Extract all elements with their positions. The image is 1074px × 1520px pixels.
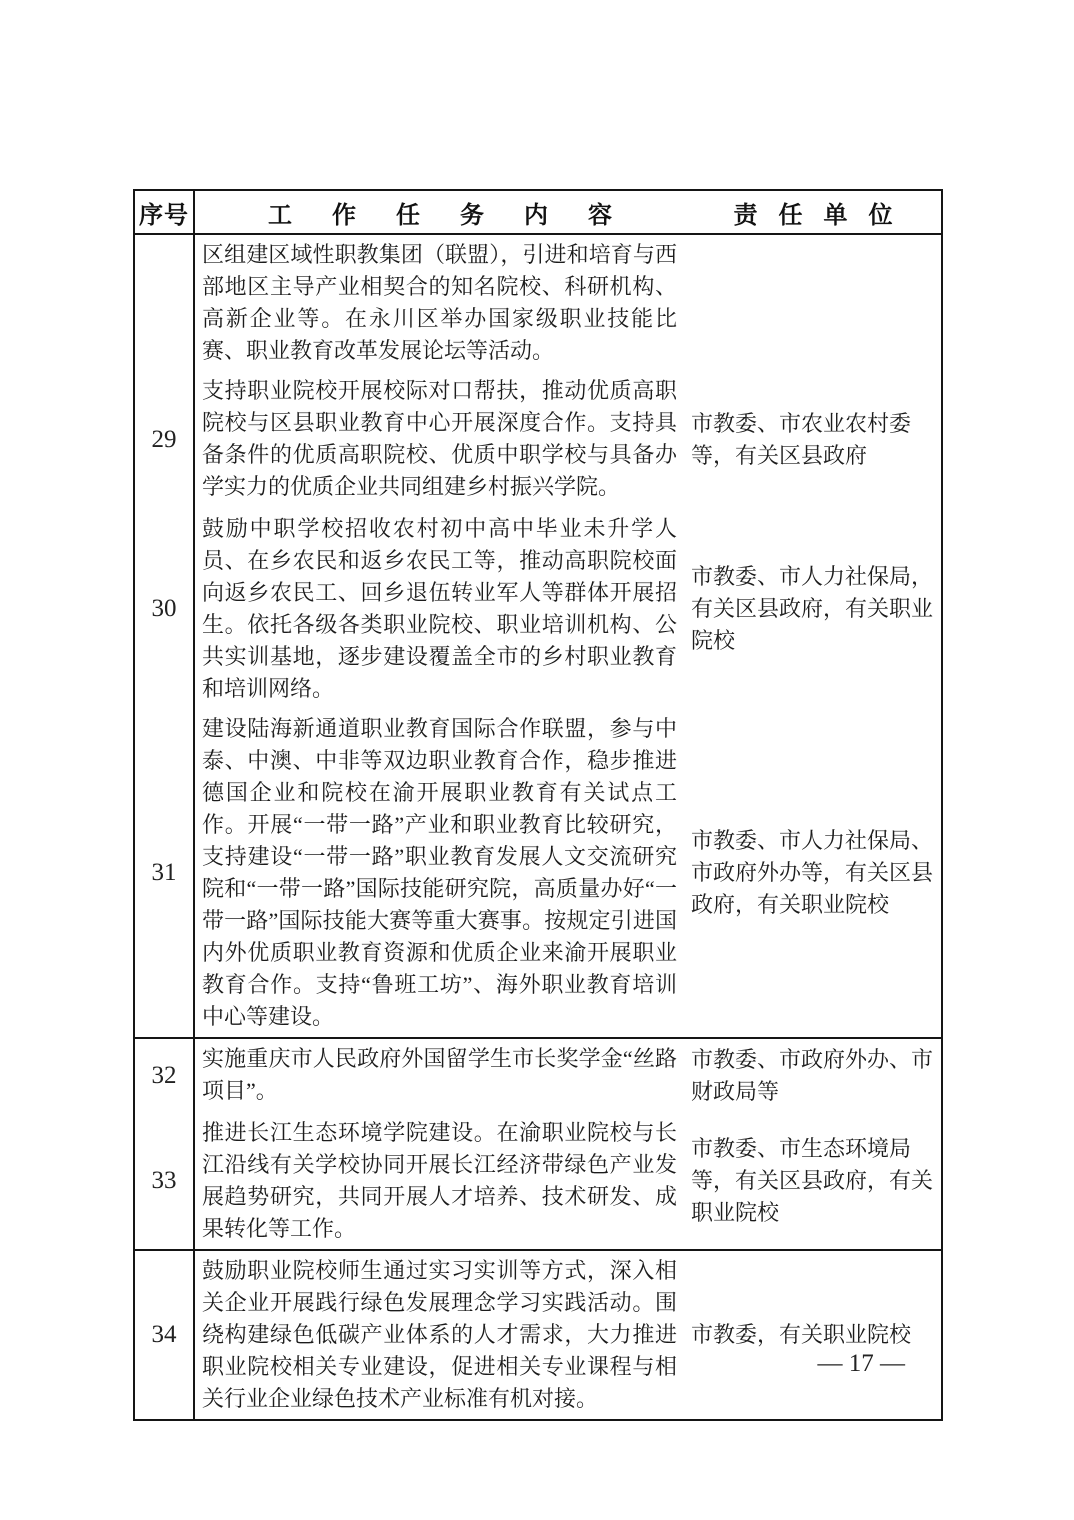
task-text-cell: 鼓励职业院校师生通过实习实训等方式，深入相关企业开展践行绿色发展理念学习实践活动。围绕构建绿色低碳产业体系的人才需求，大力推进职业院校相关专业建设，促进相关专业课程与相关行业企业绿色技术产业标准有机对接。 — [202, 1258, 677, 1411]
table-row-32 — [135, 1039, 941, 1113]
task-text-cell: 推进长江生态环境学院建设。在渝职业院校与长江沿线有关学校协同开展长江经济带绿色产业发展趋势研究，共同开展人才培养、技术研发、成果转化等工作。 — [202, 1120, 677, 1241]
row-number-cell: 32 — [135, 1039, 195, 1113]
responsible-unit-cell: 市教委、市人力社保局，有关区县政府，有关职业院校 — [691, 564, 934, 653]
row-number-cell: 34 — [135, 1251, 195, 1419]
task-text-cell: 支持职业院校开展校际对口帮扶，推动优质高职院校与区县职业教育中心开展深度合作。支持具备条件的优质高职院校、优质中职学校与具备办学实力的优质企业共同组建乡村振兴学院。 — [202, 378, 677, 499]
row-number-cell: 31 — [135, 709, 195, 1037]
work-task-table — [133, 189, 943, 1421]
row-group-3 — [135, 1251, 941, 1419]
row-number-cell: 29 — [135, 371, 195, 509]
header-col-unit-label: 责任单位 — [733, 201, 914, 229]
header-col-index-label: 序号 — [139, 201, 189, 229]
task-text-cell: 鼓励中职学校招收农村初中高中毕业未升学人员、在乡农民和返乡农民工等，推动高职院校面向返乡农民工、回乡退伍转业军人等群体开展招生。依托各级各类职业院校、职业培训机构、公共实训基地，逐步建设覆盖全市的乡村职业教育和培训网络。 — [202, 516, 677, 701]
header-col-unit — [685, 191, 941, 233]
table-row-30 — [135, 509, 941, 709]
table-header-row — [135, 191, 941, 235]
responsible-unit-cell — [685, 235, 941, 371]
row-number-cell: 33 — [135, 1113, 195, 1249]
task-text-cell: 区组建区域性职教集团（联盟），引进和培育与西部地区主导产业相契合的知名院校、科研机构、高新企业等。在永川区举办国家级职业技能比赛、职业教育改革发展论坛等活动。 — [202, 242, 677, 363]
responsible-unit-cell: 市教委、市政府外办、市财政局等 — [691, 1047, 934, 1104]
table-row-31 — [135, 709, 941, 1037]
table-row-33 — [135, 1113, 941, 1249]
task-text-cell: 建设陆海新通道职业教育国际合作联盟，参与中泰、中澳、中非等双边职业教育合作，稳步推进德国企业和院校在渝开展职业教育有关试点工作。开展“一带一路”产业和职业教育比较研究，支持建设“一带一路”职业教育发展人文交流研究院和“一带一路”国际技能研究院，高质量办好“一带一路”国际技能大赛等重大赛事。按规定引进国内外优质职业教育资源和优质企业来渝开展职业教育合作。支持“鲁班工坊”、海外职业教育培训中心等建设。 — [202, 716, 677, 1029]
responsible-unit-cell: 市教委，有关职业院校 — [691, 1322, 912, 1347]
responsible-unit-cell: 市教委、市生态环境局等，有关区县政府，有关职业院校 — [691, 1136, 934, 1225]
header-col-task-label: 工作任务内容 — [268, 201, 652, 229]
row-group-2 — [135, 1039, 941, 1251]
row-number-cell — [135, 235, 195, 371]
header-col-index — [135, 191, 195, 233]
row-number-cell: 30 — [135, 509, 195, 709]
task-text-cell: 实施重庆市人民政府外国留学生市长奖学金“丝路项目”。 — [202, 1046, 677, 1103]
header-col-task — [195, 191, 685, 233]
row-group-1 — [135, 235, 941, 1039]
table-row-34 — [135, 1251, 941, 1419]
table-row-continuation — [135, 235, 941, 371]
responsible-unit-cell: 市教委、市人力社保局、市政府外办等，有关区县政府，有关职业院校 — [691, 828, 934, 917]
table-row-29 — [135, 371, 941, 509]
page-number: — 17 — — [817, 1350, 905, 1377]
responsible-unit-cell: 市教委、市农业农村委等，有关区县政府 — [691, 411, 912, 468]
